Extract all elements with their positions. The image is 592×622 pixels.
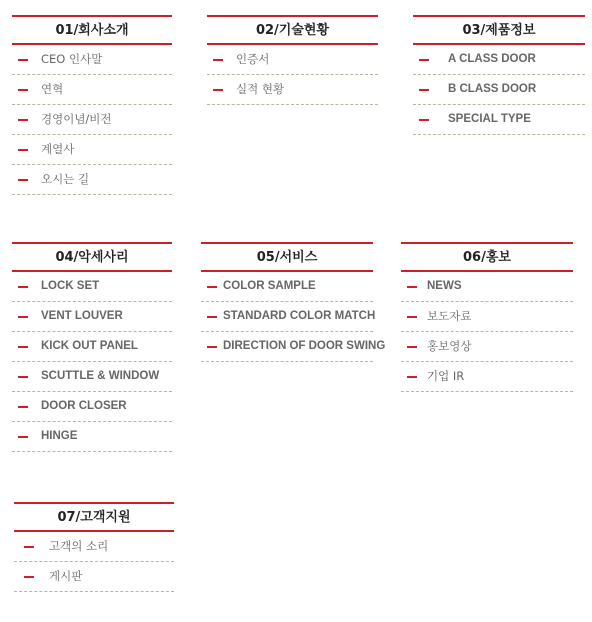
menu-column-accessories xyxy=(12,242,172,452)
menu-item-label: DIRECTION OF DOOR SWING xyxy=(223,340,386,352)
menu-item-pr-video[interactable] xyxy=(401,332,573,362)
column-items xyxy=(201,272,386,362)
column-items xyxy=(413,45,585,135)
menu-item-label: CEO 인사말 xyxy=(41,52,103,66)
menu-item-vent-louver[interactable] xyxy=(12,302,172,332)
menu-item-investor-relations[interactable] xyxy=(401,362,573,392)
column-title[interactable]: 01/회사소개 xyxy=(12,15,172,45)
dash-bullet-icon xyxy=(407,286,417,288)
dash-bullet-icon xyxy=(18,436,28,438)
dash-bullet-icon xyxy=(207,316,217,318)
menu-item-a-class-door[interactable] xyxy=(413,45,585,75)
column-title[interactable]: 04/악세사리 xyxy=(12,242,172,272)
menu-column-products xyxy=(413,15,585,135)
menu-item-press-release[interactable] xyxy=(401,302,573,332)
menu-item-label: 게시판 xyxy=(49,569,83,583)
column-items xyxy=(14,532,174,592)
dash-bullet-icon xyxy=(407,316,417,318)
dash-bullet-icon xyxy=(207,346,217,348)
dash-bullet-icon xyxy=(207,286,217,288)
dash-bullet-icon xyxy=(18,89,28,91)
column-items xyxy=(207,45,378,105)
dash-bullet-icon xyxy=(213,89,223,91)
menu-item-label: STANDARD COLOR MATCH xyxy=(223,310,376,322)
menu-item-door-swing-direction[interactable] xyxy=(201,332,386,362)
menu-item-ceo-greeting[interactable] xyxy=(12,45,172,75)
menu-item-label: B CLASS DOOR xyxy=(448,83,537,95)
dash-bullet-icon xyxy=(18,149,28,151)
menu-item-label: 계열사 xyxy=(41,142,75,156)
menu-item-label: COLOR SAMPLE xyxy=(223,280,316,292)
column-items xyxy=(401,272,573,392)
column-title[interactable]: 03/제품정보 xyxy=(413,15,585,45)
menu-item-label: SPECIAL TYPE xyxy=(448,113,531,125)
dash-bullet-icon xyxy=(213,59,223,61)
menu-item-affiliates[interactable] xyxy=(12,135,172,165)
menu-item-directions[interactable] xyxy=(12,165,172,195)
menu-item-board[interactable] xyxy=(14,562,174,592)
menu-item-label: NEWS xyxy=(427,280,462,292)
menu-item-scuttle-window[interactable] xyxy=(12,362,172,392)
dash-bullet-icon xyxy=(18,316,28,318)
column-title[interactable]: 06/홍보 xyxy=(401,242,573,272)
column-title[interactable]: 07/고객지원 xyxy=(14,502,174,532)
menu-column-technology xyxy=(207,15,378,105)
dash-bullet-icon xyxy=(18,376,28,378)
dash-bullet-icon xyxy=(18,59,28,61)
menu-item-kick-out-panel[interactable] xyxy=(12,332,172,362)
dash-bullet-icon xyxy=(419,119,429,121)
menu-column-service xyxy=(201,242,386,362)
menu-item-label: 오시는 길 xyxy=(41,172,90,186)
menu-item-label: 고객의 소리 xyxy=(49,539,109,553)
menu-item-certificates[interactable] xyxy=(207,45,378,75)
menu-item-performance[interactable] xyxy=(207,75,378,105)
menu-item-history[interactable] xyxy=(12,75,172,105)
menu-item-label: 보도자료 xyxy=(427,309,472,323)
column-title[interactable]: 05/서비스 xyxy=(201,242,373,272)
dash-bullet-icon xyxy=(18,179,28,181)
dash-bullet-icon xyxy=(24,546,34,548)
menu-item-label: 실적 현황 xyxy=(236,82,285,96)
menu-item-news[interactable] xyxy=(401,272,573,302)
menu-item-label: 홍보영상 xyxy=(427,339,472,353)
dash-bullet-icon xyxy=(407,376,417,378)
menu-column-pr xyxy=(401,242,573,392)
menu-column-company xyxy=(12,15,172,195)
menu-item-label: 기업 IR xyxy=(427,369,465,383)
menu-item-label: SCUTTLE & WINDOW xyxy=(41,370,160,382)
column-title[interactable]: 02/기술현황 xyxy=(207,15,378,45)
dash-bullet-icon xyxy=(24,576,34,578)
menu-item-label: VENT LOUVER xyxy=(41,310,123,322)
dash-bullet-icon xyxy=(18,286,28,288)
column-items xyxy=(12,45,172,195)
column-items xyxy=(12,272,172,452)
menu-item-label: LOCK SET xyxy=(41,280,100,292)
menu-item-label: KICK OUT PANEL xyxy=(41,340,138,352)
menu-item-color-sample[interactable] xyxy=(201,272,373,302)
menu-item-door-closer[interactable] xyxy=(12,392,172,422)
dash-bullet-icon xyxy=(18,406,28,408)
menu-item-label: HINGE xyxy=(41,430,78,442)
menu-item-label: 경영이념/비전 xyxy=(41,112,112,126)
menu-item-lock-set[interactable] xyxy=(12,272,172,302)
menu-item-label: 연혁 xyxy=(41,82,64,96)
menu-item-b-class-door[interactable] xyxy=(413,75,585,105)
menu-item-hinge[interactable] xyxy=(12,422,172,452)
menu-item-customer-voice[interactable] xyxy=(14,532,174,562)
menu-item-standard-color-match[interactable] xyxy=(201,302,376,332)
dash-bullet-icon xyxy=(407,346,417,348)
dash-bullet-icon xyxy=(18,119,28,121)
menu-item-label: A CLASS DOOR xyxy=(448,53,536,65)
menu-item-special-type[interactable] xyxy=(413,105,585,135)
dash-bullet-icon xyxy=(419,89,429,91)
menu-item-vision[interactable] xyxy=(12,105,172,135)
dash-bullet-icon xyxy=(18,346,28,348)
menu-column-support xyxy=(14,502,174,592)
menu-item-label: DOOR CLOSER xyxy=(41,400,127,412)
menu-item-label: 인증서 xyxy=(236,52,270,66)
dash-bullet-icon xyxy=(419,59,429,61)
